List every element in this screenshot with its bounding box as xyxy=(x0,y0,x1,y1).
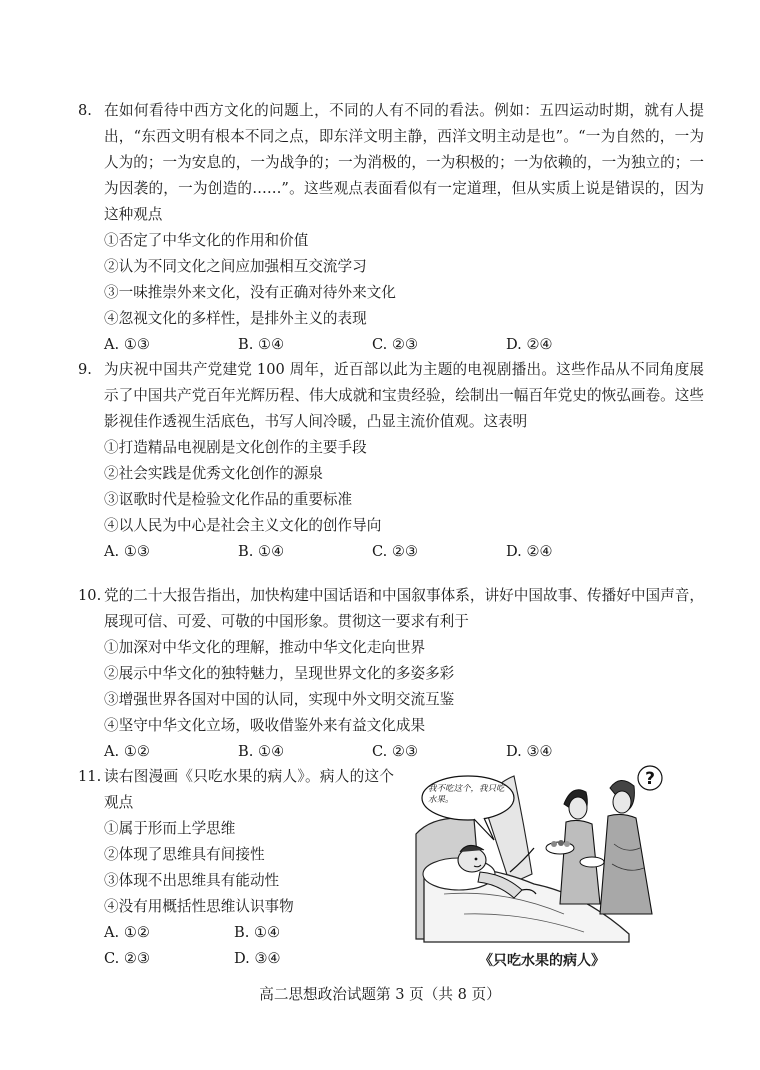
statement-2: ②认为不同文化之间应加强相互交流学习 xyxy=(104,258,367,275)
question-9 xyxy=(78,357,704,565)
speech-text: 我不吃这个，我只吃水果。 xyxy=(428,784,505,805)
option-d: D. ③④ xyxy=(234,950,281,967)
statement-2: ②体现了思维具有间接性 xyxy=(104,846,265,863)
statement-1: ①属于形而上学思维 xyxy=(104,820,236,837)
statement-1: ①打造精品电视剧是文化创作的主要手段 xyxy=(104,439,367,456)
cartoon-caption: 《只吃水果的病人》 xyxy=(479,953,605,969)
answer-options-row-1 xyxy=(104,920,394,946)
option-d: D. ②④ xyxy=(506,336,553,353)
visitor-figures xyxy=(546,780,652,914)
statement-3: ③增强世界各国对中国的认同，实现中外文明交流互鉴 xyxy=(104,691,455,708)
question-number: 9. xyxy=(78,361,92,378)
option-b: B. ①④ xyxy=(238,743,285,760)
answer-options-row-2 xyxy=(104,946,394,972)
option-a: A. ①③ xyxy=(104,543,150,560)
question-10 xyxy=(78,583,704,765)
speech-text-wrap xyxy=(428,784,510,814)
page-footer: 高二思想政治试题第 3 页（共 8 页） xyxy=(259,986,501,1003)
option-b: B. ①④ xyxy=(238,543,285,560)
option-c: C. ②③ xyxy=(104,950,151,967)
option-c: C. ②③ xyxy=(372,336,419,353)
statement-4: ④忽视文化的多样性，是排外主义的表现 xyxy=(104,310,367,327)
answer-options xyxy=(104,739,704,765)
statement-3: ③一味推崇外来文化，没有正确对待外来文化 xyxy=(104,284,396,301)
statement-4: ④以人民为中心是社会主义文化的创作导向 xyxy=(104,517,382,534)
option-b: B. ①④ xyxy=(238,336,285,353)
option-b: B. ①④ xyxy=(234,924,281,941)
option-a: A. ①② xyxy=(104,924,150,941)
question-number: 11. xyxy=(78,768,102,785)
statement-4: ④没有用概括性思维认识事物 xyxy=(104,898,294,915)
question-mark: ? xyxy=(645,769,655,789)
statement-3: ③讴歌时代是检验文化作品的重要标准 xyxy=(104,491,353,508)
question-number: 8. xyxy=(78,102,92,119)
question-stem: 在如何看待中西方文化的问题上，不同的人有不同的看法。例如：五四运动时期，就有人提出，“东西文明有根本不同之点，即东洋文明主静，西洋文明主动是也”。“一为自然的，一为人为的；一为安息的，一为战争的；一为消极的，一为积极的；一为依赖的，一为独立的；一为因袭的，一为创造的……”。这些观点表面看似有一定道理，但从实质上说是错误的，因为这种观点 xyxy=(104,102,704,223)
statement-2: ②社会实践是优秀文化创作的源泉 xyxy=(104,465,323,482)
cartoon-illustration xyxy=(414,764,670,944)
option-d: D. ③④ xyxy=(506,743,553,760)
answer-options xyxy=(104,332,704,358)
option-a: A. ①② xyxy=(104,743,150,760)
question-8 xyxy=(78,98,704,358)
option-a: A. ①③ xyxy=(104,336,150,353)
statement-2: ②展示中华文化的独特魅力，呈现世界文化的多姿多彩 xyxy=(104,665,455,682)
statement-4: ④坚守中华文化立场，吸收借鉴外来有益文化成果 xyxy=(104,717,426,734)
option-c: C. ②③ xyxy=(372,543,419,560)
statement-1: ①否定了中华文化的作用和价值 xyxy=(104,232,309,249)
question-stem: 为庆祝中国共产党建党 100 周年，近百部以此为主题的电视剧播出。这些作品从不同角度展示了中国共产党百年光辉历程、伟大成就和宝贵经验，绘制出一幅百年党史的恢弘画卷。这些影视佳作透视生活底色，书写人间冷暖，凸显主流价值观。这表明 xyxy=(104,361,704,430)
question-stem: 党的二十大报告指出，加快构建中国话语和中国叙事体系，讲好中国故事、传播好中国声音，展现可信、可爱、可敬的中国形象。贯彻这一要求有利于 xyxy=(104,587,704,630)
question-11 xyxy=(78,764,394,972)
question-number: 10. xyxy=(78,587,102,604)
statement-1: ①加深对中华文化的理解，推动中华文化走向世界 xyxy=(104,639,426,656)
question-stem: 读右图漫画《只吃水果的病人》。病人的这个观点 xyxy=(104,768,394,811)
option-c: C. ②③ xyxy=(372,743,419,760)
option-d: D. ②④ xyxy=(506,543,553,560)
statement-3: ③体现不出思维具有能动性 xyxy=(104,872,280,889)
answer-options xyxy=(104,539,704,565)
